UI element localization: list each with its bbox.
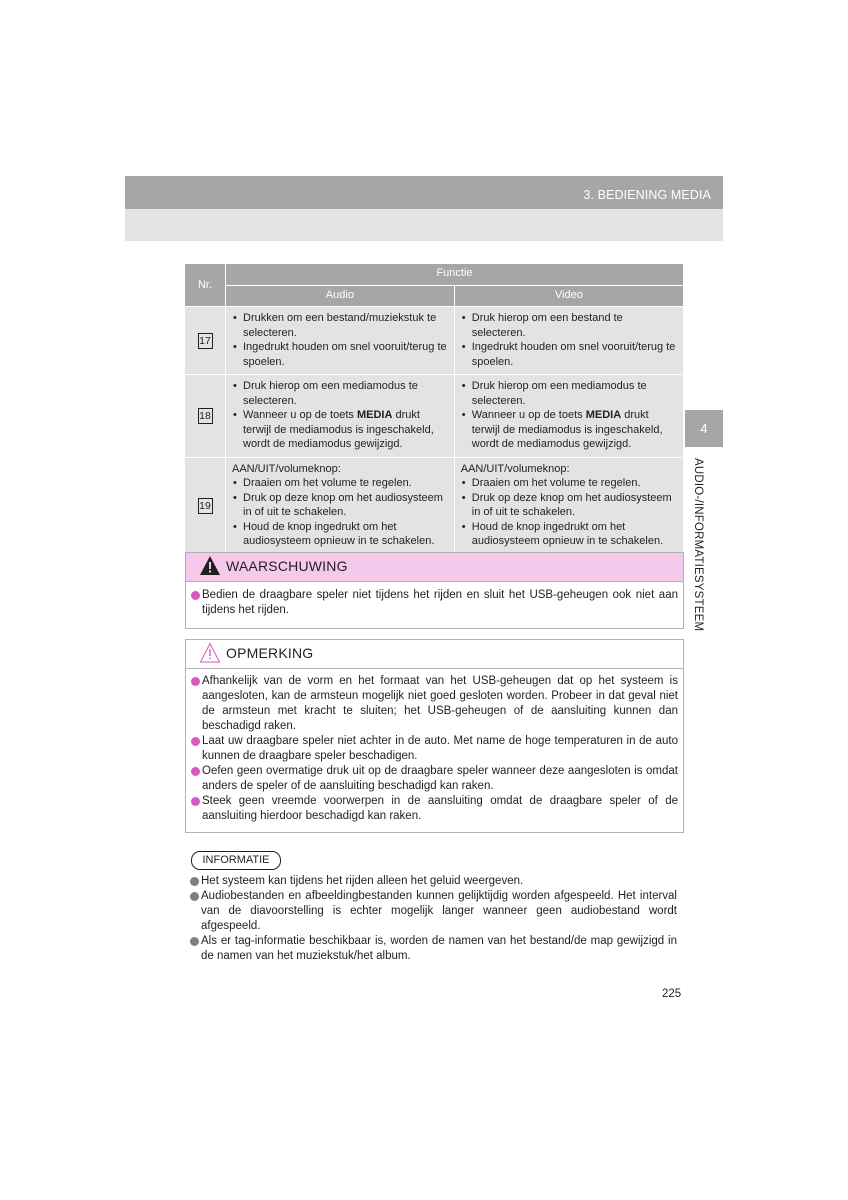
list-item: • Houd de knop ingedrukt om het audiosysteem opnieuw in te schakelen. bbox=[232, 520, 448, 549]
bullet-icon bbox=[190, 937, 199, 946]
section-header-bar bbox=[125, 176, 723, 209]
notice-body bbox=[186, 669, 683, 832]
row-number-18: 18 bbox=[199, 409, 211, 422]
warning-triangle-icon bbox=[199, 555, 221, 577]
media-key-label: MEDIA bbox=[356, 409, 393, 421]
bullet-icon bbox=[191, 591, 200, 600]
bullet-icon bbox=[190, 877, 199, 886]
cell-intro: AAN/UIT/volumeknop: bbox=[232, 462, 341, 475]
info-item: Het systeem kan tijdens het rijden alleen het geluid weergeven. bbox=[190, 874, 677, 889]
notice-header bbox=[186, 640, 683, 669]
table-row bbox=[185, 307, 683, 375]
list-item: • Druk hierop om een mediamodus te selecteren. bbox=[461, 379, 677, 408]
section-header-band bbox=[125, 209, 723, 241]
row-number-cell bbox=[185, 307, 226, 375]
row-number-17: 17 bbox=[199, 334, 211, 347]
column-header-video: Video bbox=[454, 286, 683, 307]
info-item: Audiobestanden en afbeeldingbestanden kunnen gelijktijdig worden afgespeeld. Het interval van de diavoorstelling is echter mogelijk langer wanneer geen audiobestand wordt afgespeeld. bbox=[190, 889, 677, 934]
bullet-icon bbox=[191, 797, 200, 806]
warning-header bbox=[186, 553, 683, 582]
list-item: • Drukken om een bestand/muziekstuk te selecteren. bbox=[232, 311, 448, 340]
notice-item: Oefen geen overmatige druk uit op de draagbare speler wanneer deze aangesloten is omdat anders de speler of de aansluiting beschadigd kan raken. bbox=[191, 764, 678, 794]
info-badge: INFORMATIE bbox=[191, 851, 281, 870]
info-item: Als er tag-informatie beschikbaar is, worden de namen van het bestand/de map gewijzigd in de namen van het muziekstuk/het album. bbox=[190, 934, 677, 964]
warning-item: Bedien de draagbare speler niet tijdens het rijden en sluit het USB-geheugen ook niet aan tijdens het rijden. bbox=[191, 588, 678, 618]
video-cell bbox=[454, 375, 683, 458]
list-item: • Druk op deze knop om het audiosysteem in of uit te schakelen. bbox=[232, 491, 448, 520]
column-header-function: Functie bbox=[226, 264, 684, 286]
caution-triangle-icon bbox=[199, 642, 221, 664]
video-cell bbox=[454, 457, 683, 554]
bullet-icon bbox=[191, 767, 200, 776]
cell-intro: AAN/UIT/volumeknop: bbox=[460, 462, 570, 475]
bullet-icon bbox=[190, 892, 199, 901]
list-item: • Druk hierop om een mediamodus te selecteren. bbox=[232, 379, 448, 408]
media-key-label: MEDIA bbox=[585, 409, 622, 421]
notice-title: OPMERKING bbox=[226, 645, 314, 661]
row-number-cell bbox=[185, 457, 226, 554]
function-table bbox=[185, 264, 683, 554]
list-item: • Ingedrukt houden om snel vooruit/terug te spoelen. bbox=[232, 340, 448, 369]
column-header-nr: Nr. bbox=[185, 264, 226, 307]
list-item: • Draaien om het volume te regelen. bbox=[232, 476, 448, 491]
info-body bbox=[190, 874, 677, 964]
warning-title: WAARSCHUWING bbox=[226, 558, 348, 574]
table-row bbox=[185, 457, 683, 554]
video-cell bbox=[454, 307, 683, 375]
audio-cell bbox=[226, 307, 455, 375]
row-number-19: 19 bbox=[199, 499, 211, 512]
list-item: • Draaien om het volume te regelen. bbox=[461, 476, 677, 491]
notice-item: Laat uw draagbare speler niet achter in de auto. Met name de hoge temperaturen in de auto kunnen de draagbare speler beschadigen. bbox=[191, 734, 678, 764]
list-item: • Druk hierop om een bestand te selecteren. bbox=[461, 311, 677, 340]
list-item: • Ingedrukt houden om snel vooruit/terug te spoelen. bbox=[461, 340, 677, 369]
bullet-icon bbox=[191, 677, 200, 686]
page-number: 225 bbox=[662, 988, 682, 1000]
table-row bbox=[185, 375, 683, 458]
row-number-cell bbox=[185, 375, 226, 458]
section-title: 3. BEDIENING MEDIA bbox=[583, 188, 711, 202]
warning-box bbox=[185, 552, 684, 629]
chapter-tab: 4 bbox=[685, 410, 723, 447]
list-item: • Wanneer u op de toets MEDIA drukt terwijl de mediamodus is ingeschakeld, wordt de mediamodus gewijzigd. bbox=[461, 408, 677, 452]
list-item: • Houd de knop ingedrukt om het audiosysteem opnieuw in te schakelen. bbox=[461, 520, 677, 549]
notice-item: Steek geen vreemde voorwerpen in de aansluiting omdat de draagbare speler of de aansluiting hierdoor beschadigd kan raken. bbox=[191, 794, 678, 824]
list-item: • Wanneer u op de toets MEDIA drukt terwijl de mediamodus is ingeschakeld, wordt de mediamodus gewijzigd. bbox=[232, 408, 448, 452]
chapter-title: AUDIO-/INFORMATIESYSTEEM bbox=[692, 458, 704, 632]
audio-cell bbox=[226, 375, 455, 458]
notice-box bbox=[185, 639, 684, 833]
list-item: • Druk op deze knop om het audiosysteem in of uit te schakelen. bbox=[461, 491, 677, 520]
audio-cell bbox=[226, 457, 455, 554]
column-header-audio: Audio bbox=[226, 286, 455, 307]
warning-body bbox=[186, 582, 683, 628]
bullet-icon bbox=[191, 737, 200, 746]
notice-item: Afhankelijk van de vorm en het formaat van het USB-geheugen dat op het systeem is aangesloten, kan de armsteun mogelijk niet goed gesloten worden. Probeer in dat geval niet de armsteun met kracht te sluiten; het USB-geheugen of de aansluiting kunnen dan beschadigd raken. bbox=[191, 674, 678, 734]
